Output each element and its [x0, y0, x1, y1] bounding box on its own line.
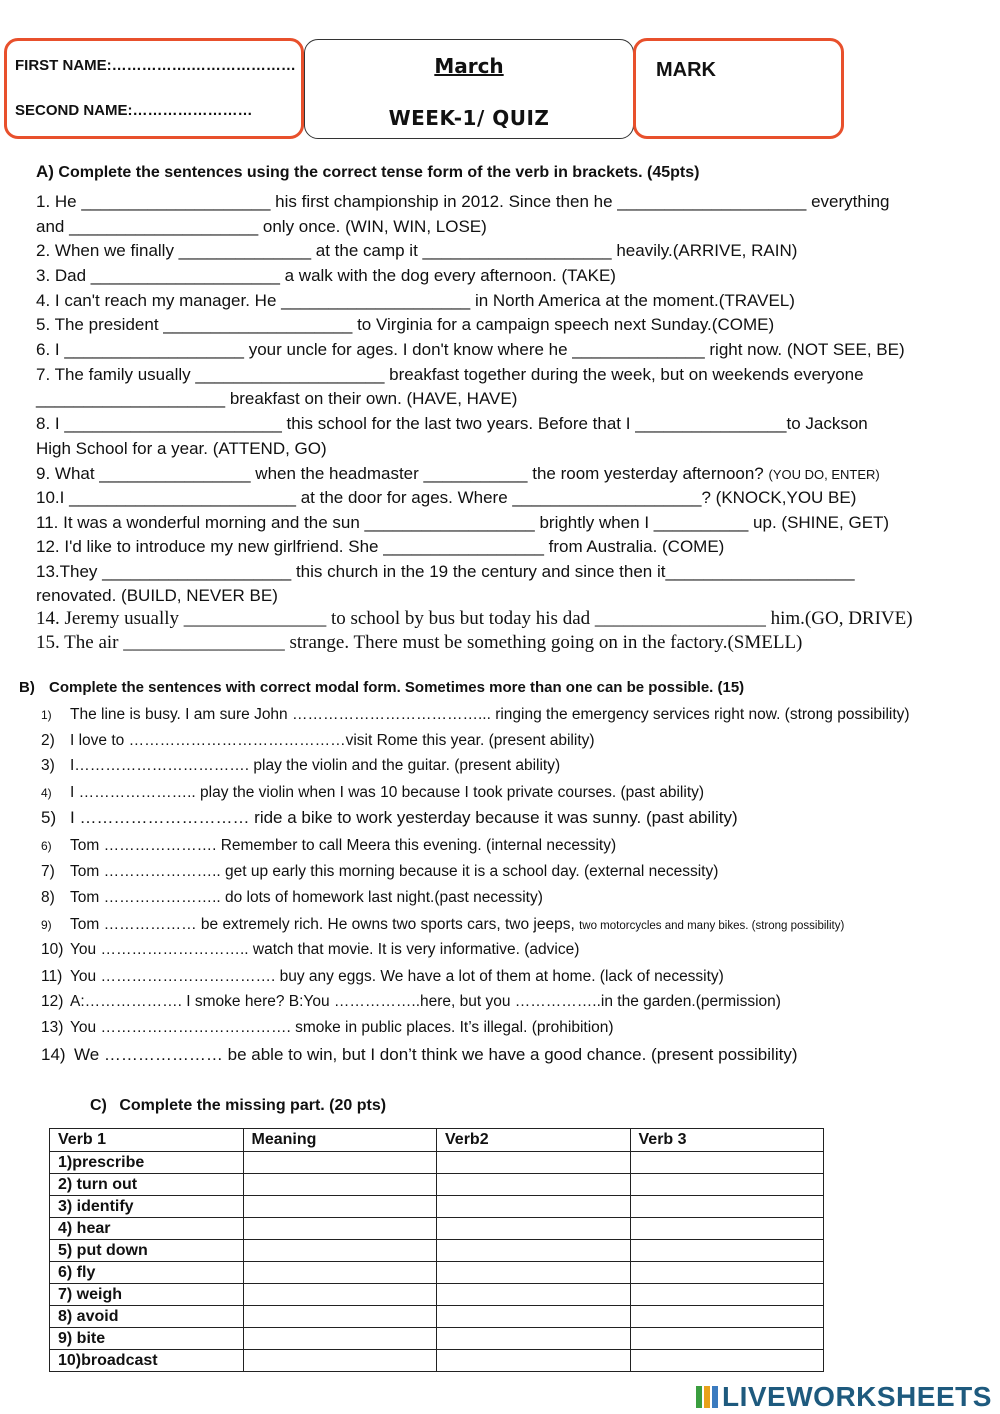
verb3-input-cell[interactable] [630, 1218, 824, 1240]
table-row [50, 1152, 824, 1174]
modal-item [41, 1045, 797, 1065]
modal-item-number: 2) [41, 732, 55, 749]
exercise-a-line: 13.They ____________________ this church in the 19 the century and since then it____________________ [36, 562, 855, 581]
verb2-input-cell[interactable] [437, 1174, 631, 1196]
table-row [50, 1240, 824, 1262]
verb2-input-cell[interactable] [437, 1240, 631, 1262]
modal-item-text: You ………………………………. smoke in public places. It’s illegal. (prohibition) [70, 1019, 614, 1036]
modal-item [41, 706, 910, 724]
modal-item-number: 8) [41, 889, 55, 906]
modal-item-number: 14) [41, 1045, 66, 1064]
section-b-heading [19, 679, 744, 696]
exercise-a-line: 5. The president ____________________ to Virginia for a campaign speech next Sunday.(COME) [36, 315, 775, 334]
modal-item-number: 4) [41, 786, 52, 800]
modal-item-number: 1) [41, 708, 52, 722]
verb3-input-cell[interactable] [630, 1328, 824, 1350]
modal-item-text: The line is busy. I am sure John ………………………………... ringing the emergency services right now. (strong possibility) [70, 706, 910, 723]
modal-item-text: You ……………………….. watch that movie. It is very informative. (advice) [70, 941, 580, 958]
verb1-cell: 10)broadcast [50, 1350, 244, 1372]
meaning-input-cell[interactable] [243, 1306, 437, 1328]
meaning-input-cell[interactable] [243, 1240, 437, 1262]
exercise-a-line: 8. I _______________________ this school for the last two years. Before that I ________________to Jackson [36, 414, 868, 433]
column-header: Verb 3 [630, 1129, 824, 1152]
modal-item-text: We ………………… be able to win, but I don’t think we have a good chance. (present possibility) [74, 1045, 798, 1064]
exercise-a-line: 7. The family usually ____________________ breakfast together during the week, but on weekends everyone [36, 365, 864, 384]
title-box [304, 39, 634, 139]
verb2-input-cell[interactable] [437, 1306, 631, 1328]
modal-item-number: 5) [41, 808, 57, 827]
modal-item [41, 889, 543, 907]
section-a-letter: A) [36, 162, 54, 181]
meaning-input-cell[interactable] [243, 1174, 437, 1196]
meaning-input-cell[interactable] [243, 1218, 437, 1240]
meaning-input-cell[interactable] [243, 1284, 437, 1306]
verb2-input-cell[interactable] [437, 1328, 631, 1350]
table-row [50, 1350, 824, 1372]
modal-item [41, 941, 579, 959]
modal-item-number: 11) [41, 968, 63, 985]
verb2-input-cell[interactable] [437, 1350, 631, 1372]
table-row [50, 1328, 824, 1350]
modal-item-text: I ………………………… ride a bike to work yesterday because it was sunny. (past ability) [70, 808, 738, 827]
meaning-input-cell[interactable] [243, 1152, 437, 1174]
exercise-a-line: 6. I ___________________ your uncle for ages. I don't know where he ______________ right now. (NOT SEE, BE) [36, 340, 905, 359]
exercise-a-line: and ____________________ only once. (WIN, WIN, LOSE) [36, 217, 487, 236]
modal-item [41, 808, 738, 828]
meaning-input-cell[interactable] [243, 1196, 437, 1218]
modal-item-text: Tom …………………. Remember to call Meera this evening. (internal necessity) [70, 837, 617, 854]
verb3-input-cell[interactable] [630, 1152, 824, 1174]
modal-item [41, 837, 616, 855]
mark-label: MARK [656, 59, 716, 81]
modal-item [41, 916, 844, 934]
verb3-input-cell[interactable] [630, 1174, 824, 1196]
modal-item-number: 7) [41, 863, 55, 880]
verb-table-header-row [50, 1129, 824, 1152]
verb2-input-cell[interactable] [437, 1284, 631, 1306]
section-b-letter: B) [19, 679, 35, 696]
modal-item-text: Tom ……………… be extremely rich. He owns two sports cars, two jeeps, [70, 916, 575, 933]
column-header: Verb 1 [50, 1129, 244, 1152]
exercise-a-line: 11. It was a wonderful morning and the sun __________________ brightly when I __________ up. (SHINE, GET) [36, 513, 890, 532]
modal-item-number: 10) [41, 941, 64, 958]
modal-item [41, 863, 718, 881]
modal-item-text: A:………………. I smoke here? B:You ……………..here, but you ……………..in the garden.(permission) [70, 993, 781, 1010]
table-row [50, 1284, 824, 1306]
modal-item [41, 968, 724, 986]
exercise-a-line: 10.I ________________________ at the door for ages. Where ____________________? (KNOCK,YOU BE) [36, 488, 857, 507]
column-header: Verb2 [437, 1129, 631, 1152]
exercise-a-line: renovated. (BUILD, NEVER BE) [36, 586, 278, 605]
section-a-heading-text: Complete the sentences using the correct tense form of the verb in brackets. (45pts) [58, 164, 700, 181]
table-row [50, 1306, 824, 1328]
modal-item [41, 1019, 614, 1037]
mark-box [633, 38, 844, 139]
exercise-a-line: 3. Dad ____________________ a walk with the dog every afternoon. (TAKE) [36, 266, 616, 285]
verb1-cell: 4) hear [50, 1218, 244, 1240]
table-row [50, 1174, 824, 1196]
exercise-a-line: 4. I can't reach my manager. He ____________________ in North America at the moment.(TRAVEL) [36, 291, 795, 310]
modal-item-text: Tom ………………….. get up early this morning because it is a school day. (external necessity) [70, 863, 719, 880]
meaning-input-cell[interactable] [243, 1262, 437, 1284]
verb2-input-cell[interactable] [437, 1196, 631, 1218]
modal-item-number: 12) [41, 993, 64, 1010]
modal-item-number: 3) [41, 757, 55, 774]
verb3-input-cell[interactable] [630, 1284, 824, 1306]
section-a-heading [36, 162, 699, 182]
modal-item [41, 784, 704, 802]
verb1-cell: 1)prescribe [50, 1152, 244, 1174]
exercise-a-line: 15. The air _________________ strange. There must be something going on in the factory.(SMELL) [36, 632, 803, 653]
modal-item-text: I love to ……………………………………visit Rome this year. (present ability) [70, 732, 595, 749]
modal-item [41, 732, 595, 750]
verb3-input-cell[interactable] [630, 1196, 824, 1218]
second-name-label: SECOND NAME:…………………… [15, 102, 253, 119]
exercise-a-line: 1. He ____________________ his first championship in 2012. Since then he ____________________ everything [36, 192, 890, 211]
verb3-input-cell[interactable] [630, 1306, 824, 1328]
section-c-heading-text: Complete the missing part. (20 pts) [119, 1097, 387, 1114]
modal-item-text: I ………………….. play the violin when I was 10 because I took private courses. (past ability) [70, 784, 705, 801]
first-name-label: FIRST NAME:…………….………………… [15, 57, 296, 74]
verb1-cell: 3) identify [50, 1196, 244, 1218]
meaning-input-cell[interactable] [243, 1350, 437, 1372]
exercise-a-line: 14. Jeremy usually _______________ to school by bus but today his dad __________________ him.(GO, DRIVE) [36, 608, 913, 629]
modal-item-text: Tom ………………….. do lots of homework last night.(past necessity) [70, 889, 543, 906]
verb3-input-cell[interactable] [630, 1350, 824, 1372]
modal-item-text: I……………………………. play the violin and the guitar. (present ability) [70, 757, 561, 774]
column-header: Meaning [243, 1129, 437, 1152]
month-title: March [434, 54, 504, 78]
verb2-input-cell[interactable] [437, 1152, 631, 1174]
exercise-a-line-text: 9. What ________________ when the headmaster ___________ the room yesterday afternoon? [36, 464, 764, 483]
verb2-input-cell[interactable] [437, 1262, 631, 1284]
verb1-cell: 2) turn out [50, 1174, 244, 1196]
exercise-a-line: 2. When we finally ______________ at the camp it ____________________ heavily.(ARRIVE, RAIN) [36, 241, 798, 260]
exercise-a-line-hint: (YOU DO, ENTER) [768, 467, 880, 482]
modal-item-number: 6) [41, 839, 52, 853]
table-row [50, 1218, 824, 1240]
section-c-letter: C) [90, 1097, 107, 1114]
exercise-a-line: ____________________ breakfast on their own. (HAVE, HAVE) [36, 389, 518, 408]
exercise-a-line: 12. I'd like to introduce my new girlfriend. She _________________ from Australia. (COME) [36, 537, 725, 556]
quiz-title: WEEK-1/ QUIZ [388, 106, 550, 130]
modal-item-tail: two motorcycles and many bikes. (strong possibility) [579, 920, 845, 932]
exercise-a-line: High School for a year. (ATTEND, GO) [36, 439, 327, 458]
verb1-cell: 9) bite [50, 1328, 244, 1350]
verb-table [49, 1128, 824, 1372]
modal-item-number: 9) [41, 918, 52, 932]
meaning-input-cell[interactable] [243, 1328, 437, 1350]
verb1-cell: 6) fly [50, 1262, 244, 1284]
liveworksheets-logo[interactable] [696, 1381, 992, 1413]
name-box [4, 38, 304, 139]
table-row [50, 1196, 824, 1218]
verb3-input-cell[interactable] [630, 1262, 824, 1284]
verb1-cell: 5) put down [50, 1240, 244, 1262]
verb2-input-cell[interactable] [437, 1218, 631, 1240]
section-b-heading-text: Complete the sentences with correct modal form. Sometimes more than one can be possible. (15) [49, 679, 745, 696]
logo-text: LIVEWORKSHEETS [722, 1381, 992, 1412]
table-row [50, 1262, 824, 1284]
verb1-cell: 7) weigh [50, 1284, 244, 1306]
modal-item-text: You ……………………………. buy any eggs. We have a lot of them at home. (lack of necessity) [70, 968, 724, 985]
section-c-heading [90, 1097, 386, 1115]
exercise-a-line [36, 464, 880, 484]
verb1-cell: 8) avoid [50, 1306, 244, 1328]
modal-item-number: 13) [41, 1019, 64, 1036]
modal-item [41, 757, 560, 775]
liveworksheets-logo-icon [696, 1386, 718, 1408]
modal-item [41, 993, 781, 1011]
verb3-input-cell[interactable] [630, 1240, 824, 1262]
